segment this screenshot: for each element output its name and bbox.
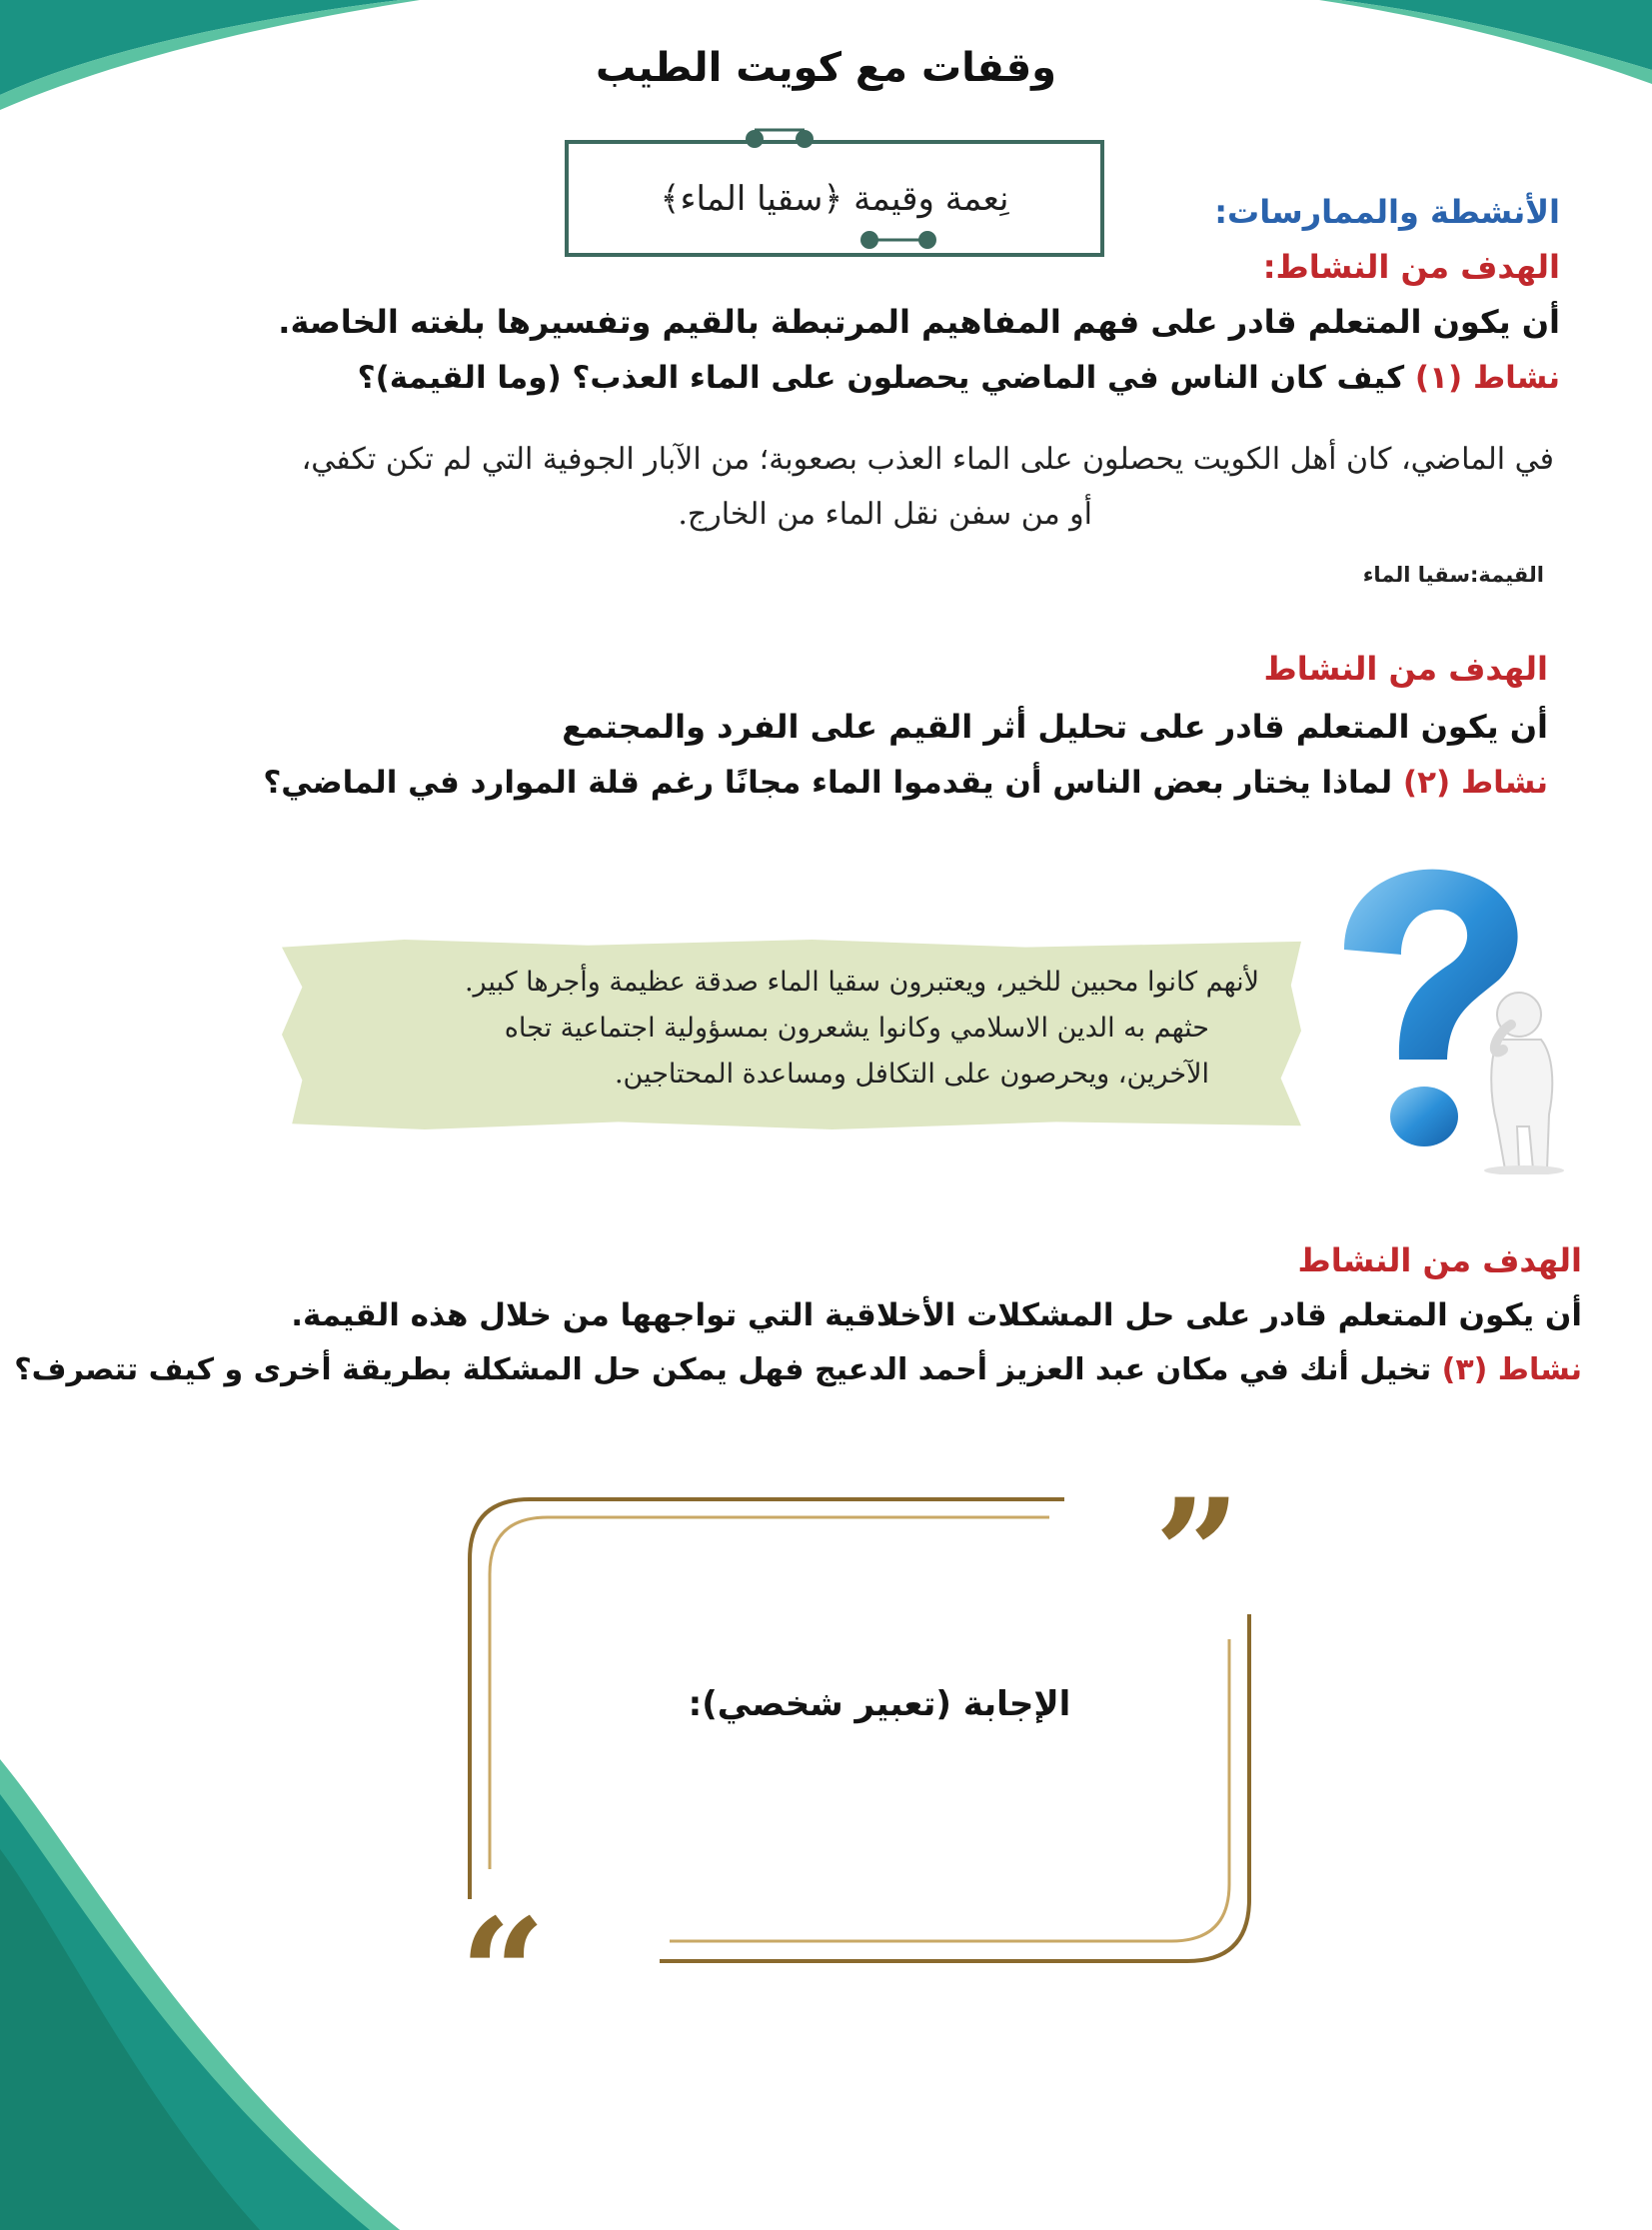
question-mark-thinking-figure-icon xyxy=(1319,855,1574,1174)
activity-2-label: نشاط (٢) xyxy=(1402,765,1548,801)
value-banner: نِعمة وقيمة ﴿سقيا الماء﴾ xyxy=(565,140,1104,257)
activity-3-question: تخيل أنك في مكان عبد العزيز أحمد الدعيج فهل يمكن حل المشكلة بطريقة أخرى و كيف تتصرف؟ xyxy=(14,1352,1432,1387)
activity-3-label: نشاط (٣) xyxy=(1441,1352,1582,1387)
answer-1-line-1: في الماضي، كان أهل الكويت يحصلون على الماء العذب بصعوبة؛ من الآبار الجوفية التي لم تكن تكفي، xyxy=(301,442,1554,477)
value-line: القيمة:سقيا الماء xyxy=(1362,563,1544,587)
goal-text-1: أن يكون المتعلم قادر على فهم المفاهيم المرتبطة بالقيم وتفسيرها بلغته الخاصة. xyxy=(278,303,1560,341)
activity-2 xyxy=(263,765,1548,801)
section-heading: الأنشطة والممارسات: xyxy=(1214,193,1560,231)
goal-heading-3: الهدف من النشاط xyxy=(1297,1241,1582,1279)
goal-heading-1: الهدف من النشاط: xyxy=(1262,248,1560,286)
activity-1-question: كيف كان الناس في الماضي يحصلون على الماء العذب؟ (وما القيمة)؟ xyxy=(357,360,1405,396)
answer-2-line-2: حثهم به الدين الاسلامي وكانوا يشعرون بمسؤولية اجتماعية تجاه xyxy=(504,1013,1209,1044)
activity-1-label: نشاط (١) xyxy=(1414,360,1560,396)
answer-1-line-2: أو من سفن نقل الماء من الخارج. xyxy=(678,497,1092,532)
activity-1 xyxy=(358,360,1560,396)
open-quote-icon: “ xyxy=(460,1886,547,2062)
goal-heading-2: الهدف من النشاط xyxy=(1263,650,1548,688)
goal-text-2: أن يكون المتعلم قادر على تحليل أثر القيم على الفرد والمجتمع xyxy=(562,708,1548,746)
answer-2-line-3: الآخرين، ويحرصون على التكافل ومساعدة المحتاجين. xyxy=(614,1059,1209,1090)
close-quote-icon: ” xyxy=(1154,1466,1241,1642)
page-title: وقفات مع كويت الطيب xyxy=(596,45,1056,91)
answer-2-text xyxy=(330,960,1259,1098)
activity-3 xyxy=(14,1352,1582,1387)
goal-text-3: أن يكون المتعلم قادر على حل المشكلات الأخلاقية التي تواجهها من خلال هذه القيمة. xyxy=(291,1297,1582,1333)
activity-2-question: لماذا يختار بعض الناس أن يقدموا الماء مجانًا رغم قلة الموارد في الماضي؟ xyxy=(263,765,1393,801)
answer-2-line-1: لأنهم كانوا محبين للخير، ويعتبرون سقيا الماء صدقة عظيمة وأجرها كبير. xyxy=(464,967,1259,998)
answer-3: الإجابة (تعبير شخصي): xyxy=(688,1684,1071,1724)
